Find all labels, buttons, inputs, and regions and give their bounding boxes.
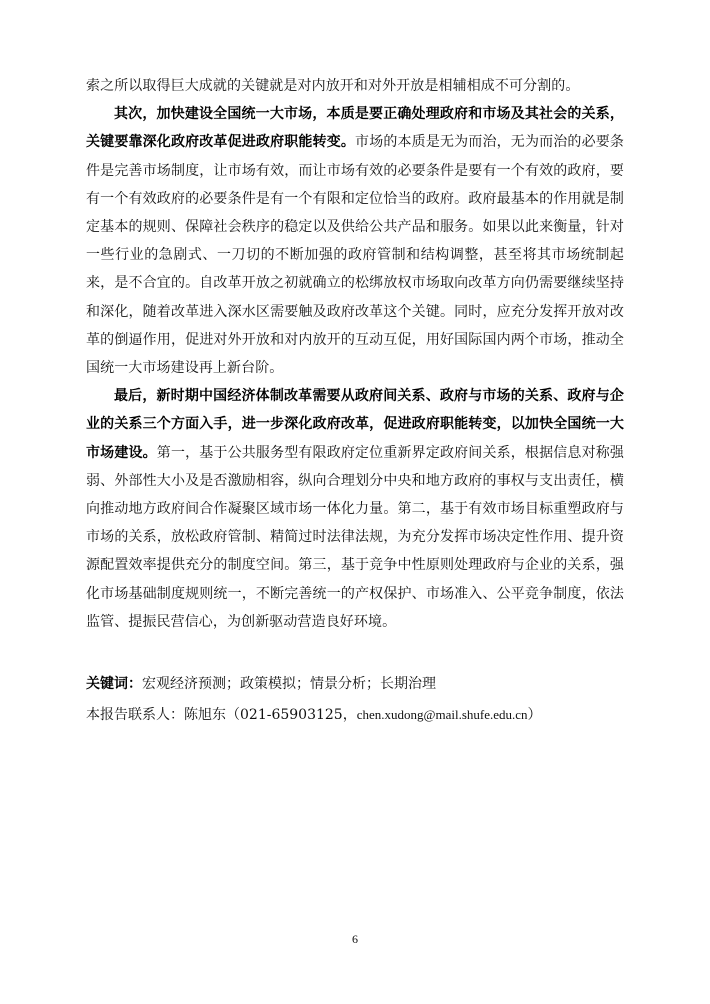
paragraph-text: 第一，基于公共服务型有限政府定位重新界定政府间关系，根据信息对称强弱、外部性大小及是否激励相容，纵向合理划分中央和地方政府的事权与支出责任，横向推动地方政府间合作凝聚区域市场一体化力量。第二，基于有效市场目标重塑政府与市场的关系，放松政府管制、精简过时法律法规，为充分发挥市场决定性作用、提升资源配置效率提供充分的制度空间。第三，基于竞争中性原则处理政府与企业的关系，强化市场基础制度规则统一，不断完善统一的产权保护、市场准入、公平竞争制度，依法监管、提振民营信心，为创新驱动营造良好环境。 [86,444,624,630]
contact-label: 本报告联系人：陈旭东（021-65903125， [86,707,357,723]
body-text [86,72,624,636]
paragraph-text: 市场的本质是无为而治，无为而治的必要条件是完善市场制度，让市场有效，而让市场有效的必要条件是要有一个有效的政府，要有一个有效政府的必要条件是有一个有限和定位恰当的政府。政府最基本的作用就是制定基本的规则、保障社会秩序的稳定以及供给公共产品和服务。如果以此来衡量，针对一些行业的急剧式、一刀切的不断加强的政府管制和结构调整，甚至将其市场统制起来，是不合宜的。自改革开放之初就确立的松绑放权市场取向改革方向仍需要继续坚持和深化，随着改革进入深水区需要触及政府改革这个关键。同时，应充分发挥开放对改革的倒逼作用，促进对外开放和对内放开的互动互促，用好国际国内两个市场，推动全国统一大市场建设再上新台阶。 [86,134,624,377]
paragraph-lead-bold: 最后，新时期中国经济体制改革需要从政府间关系、政府与市场的关系、政府与企业的关系三个方面入手，进一步深化政府改革，促进政府职能转变，以加快全国统一大市场建设。 [86,388,624,461]
keywords-line [86,672,646,696]
contact-email: chen.xudong@mail.shufe.edu.cn [356,707,528,722]
keywords-label: 关键词： [86,676,142,692]
paragraph-text: 索之所以取得巨大成就的关键就是对内放开和对外开放是相辅相成不可分割的。 [86,78,580,94]
paragraph-final [86,382,624,636]
page-number: 6 [352,932,358,946]
contact-line [86,703,646,727]
paragraph-lead-bold: 其次，加快建设全国统一大市场，本质是要正确处理政府和市场及其社会的关系，关键要靠深化政府改革促进政府职能转变。 [86,106,624,151]
contact-close: ） [527,707,542,723]
paragraph-second [86,100,624,382]
keywords-text: 宏观经济预测；政策模拟；情景分析；长期治理 [142,676,436,692]
paragraph-continuation [86,72,624,100]
